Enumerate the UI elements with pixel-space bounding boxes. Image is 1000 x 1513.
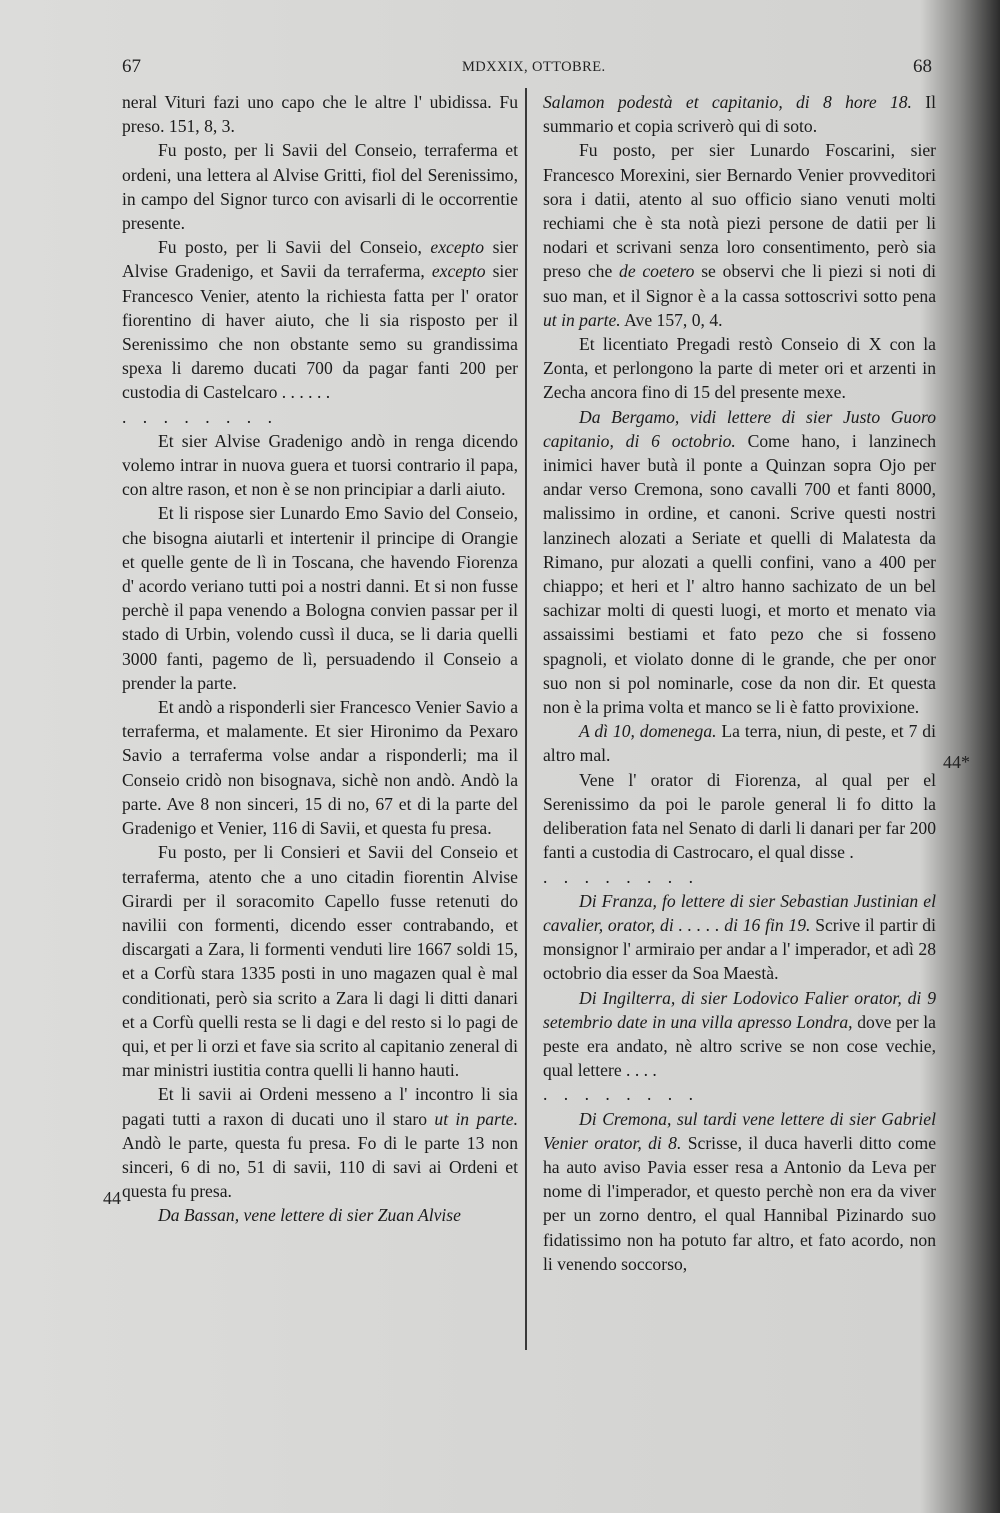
- italic-text: excepto: [430, 237, 485, 258]
- text-run: Vene l' orator di Fiorenza, al qual per el Serenissimo da poi le parole general li fo ditto la deliberation fata nel Senato di darli li danari per far 200 fanti a custodia di Castrocaro, el qual disse .: [543, 769, 936, 863]
- text-run: sier Alvise Gradenigo, et Savii da terraferma,: [122, 237, 518, 282]
- paragraph: [543, 768, 936, 865]
- paragraph: [543, 719, 936, 767]
- paragraph: [122, 429, 518, 502]
- paragraph: [543, 986, 936, 1083]
- text-run: . . . . . . . .: [122, 406, 278, 427]
- paragraph: [122, 235, 518, 404]
- text-run: La terra, niun, di peste, et 7 di altro mal.: [543, 721, 936, 766]
- italic-text: ut in parte.: [434, 1108, 518, 1129]
- page-number-right: 68: [913, 56, 932, 77]
- page-number-left: 67: [122, 56, 141, 77]
- paragraph: [543, 405, 936, 720]
- margin-note-right: 44*: [943, 752, 970, 772]
- text-run: Fu posto, per li Consieri et Savii del Conseio et terraferma, atento che a uno citadin fiorentin Alvise Girardi per il soracomito Capello fusse retenuti do navilii con formenti, dicendo esser contrabando, et discargati a Zara, li formenti venduti lire 1667 soldi 15, et a Corfù stara 1335 posti in uno magazen qual è mal conditionati, però sia scrito a Zara li dagi li ditti danari et a Corfù quelli resta se li dagi e del resto si lo pagi de qui, et per li orzi et fave sia scrito al capitanio zeneral di mar ministri iustitia contra quelli li hanno hauti.: [122, 842, 518, 1081]
- paragraph: [543, 90, 936, 138]
- text-run: Andò le parte, questa fu presa. Fo di le parte 13 non sinceri, 6 di no, 51 di savii, 110 di savi ai Ordeni et questa fu presa.: [122, 1132, 518, 1202]
- text-run: Ave 157, 0, 4.: [620, 309, 723, 330]
- paragraph: [122, 138, 518, 235]
- italic-text: Di Cremona, sul tardi vene lettere di sier Gabriel Venier orator, di 8.: [543, 1108, 936, 1153]
- text-run: Et li rispose sier Lunardo Emo Savio del Conseio, che bisogna aiutarli et intertenir il principe di Orangie et quelle gente de lì in Toscana, che havendo Fiorenza d' acordo veriano tutti poi a nostri danni. Et si non fusse perchè il papa venendo a Bologna convien passar per il stado di Urbin, volendo cussì il duca, se li daria quelli 3000 fanti, pagemo de lì, persuadendo il Conseio a prender la parte.: [122, 503, 518, 693]
- text-run: Fu posto, per li Savii del Conseio,: [158, 237, 431, 258]
- italic-text: de coetero: [619, 261, 695, 282]
- running-title: MDXXIX, OTTOBRE.: [462, 59, 606, 75]
- paragraph: [543, 889, 936, 986]
- text-run: dove per la peste era andato, nè altro scrive se non cose vechie, qual lettere . . . .: [543, 1011, 936, 1081]
- text-run: Et licentiato Pregadi restò Conseio di X con la Zonta, et perlongono la parte di meter ori et arzenti in Zecha ancora fino di 15 del presente mexe.: [543, 334, 936, 403]
- italic-text: excepto: [431, 261, 486, 282]
- paragraph: [122, 695, 518, 840]
- text-run: Il summario et copia scriverò qui di soto.: [543, 92, 936, 137]
- text-run: . . . . . . . .: [543, 866, 699, 887]
- text-run: Et li savii ai Ordeni messeno a l' incontro li sia pagati tutti a raxon di ducati uno il staro: [122, 1084, 518, 1129]
- margin-note-left: 44: [103, 1188, 121, 1208]
- paragraph: [543, 332, 936, 405]
- italic-text: Da Bassan, vene lettere di sier Zuan Alvise: [158, 1205, 461, 1226]
- right-column: [543, 90, 936, 1276]
- column-divider: [525, 88, 527, 1350]
- left-column: [122, 90, 518, 1228]
- italic-text: Di Ingilterra, di sier Lodovico Falier orator, di 9 setembrio date in una villa apresso Londra,: [543, 987, 936, 1032]
- paragraph: [122, 1082, 518, 1203]
- paragraph: [122, 840, 518, 1082]
- paragraph: [122, 501, 518, 695]
- text-run: Fu posto, per sier Lunardo Foscarini, sier Francesco Morexini, sier Bernardo Venier provveditori sora i datii, atento al suo officio siano venuti molti rechiami che è sta notà piezi persone de datii per li nodari et scrivani senza loro consentimento, però sia preso che: [543, 140, 936, 282]
- paragraph: [543, 865, 936, 889]
- paragraph: [543, 1082, 936, 1106]
- italic-text: Da Bergamo, vidi lettere di sier Justo Guoro capitanio, di 6 octobrio.: [543, 406, 936, 451]
- paragraph: [122, 90, 518, 138]
- running-header: [0, 56, 1000, 82]
- paragraph: [122, 1203, 518, 1227]
- text-run: . . . . . . . .: [543, 1084, 699, 1105]
- italic-text: ut in parte.: [543, 309, 621, 330]
- text-run: se observi che li piezi si noti di suo man, et il Signor è a la cassa sottoscrivi sotto pena: [543, 261, 937, 306]
- text-run: Et sier Alvise Gradenigo andò in renga dicendo volemo intrar in nuova guera et tuorsi contrario il papa, con altre rason, et non è se non principiar a darli aiuto.: [122, 430, 518, 500]
- paragraph: [122, 405, 518, 429]
- text-run: Scrisse, il duca haverli ditto come ha auto aviso Pavia esser resa a Antonio da Leva per nome di l'imperador, et questo perchè non era da viver per un zorno dentro, el qual Hannibal Pizinardo suo fidatissimo non ha potuto far altro, et fato acordo, non li venendo soccorso,: [543, 1132, 936, 1274]
- paragraph: [543, 138, 936, 332]
- text-run: sier Francesco Venier, atento la richiesta fatta per l' orator fiorentino di haver aiuto, che li sia risposto per il Serenissimo che non obstante semo su grandissima spexa li daremo ducati 700 da pagar fanti 200 per custodia di Castelcaro . . . . . .: [122, 261, 518, 403]
- italic-text: A dì 10, domenega.: [579, 721, 717, 742]
- italic-text: Di Franza, fo lettere di sier Sebastian Justinian el cavalier, orator, di . . . . . di 16 fin 19.: [543, 890, 936, 935]
- italic-text: Salamon podestà et capitanio, di 8 hore 18.: [543, 92, 912, 112]
- text-run: Fu posto, per li Savii del Conseio, terraferma et ordeni, una lettera al Alvise Gritti, fiol del Serenissimo, in campo del Signor turco con avisarli di le occorrentie presente.: [122, 140, 518, 234]
- paragraph: [543, 1107, 936, 1276]
- text-run: neral Vituri fazi uno capo che le altre l' ubidissa. Fu preso. 151, 8, 3.: [122, 92, 518, 137]
- text-run: Come hano, i lanzinech inimici haver butà il ponte a Quinzan sopra Ojo per andar verso Cremona, sono cavalli 700 et fanti 8000, malissimo in ordine, et canoni. Scrive questi nostri lanzinech alozati a Seriate et quelli di Malatesta da Rimano, pur alozati a quelli confini, vano a 400 per chiappo; et heri et l' altro hanno sachizato de un bel sachizar molti di questi luogi, et morto et menato via assaissimi bestiami et fato pezo che si fosseno spagnoli, et violato donne di le grande, che per onor suo non si pol nominarle, cose da non dir. Et questa non è la prima volta et manco se li è fatto provixione.: [543, 430, 936, 718]
- text-run: Scrive il partir di monsignor l' armiraio per andar a l' imperador, et adì 28 octobrio dia esser da Soa Maestà.: [543, 914, 936, 984]
- text-run: Et andò a risponderli sier Francesco Venier Savio a terraferma, et malamente. Et sier Hironimo da Pexaro Savio a terraferma volse andar a risponderli; ma il Conseio cridò non bisognava, sichè non andò. Andò la parte. Ave 8 non sinceri, 15 di no, 67 et di la parte del Gradenigo et Venier, 116 di Savii, et questa fu presa.: [122, 697, 518, 839]
